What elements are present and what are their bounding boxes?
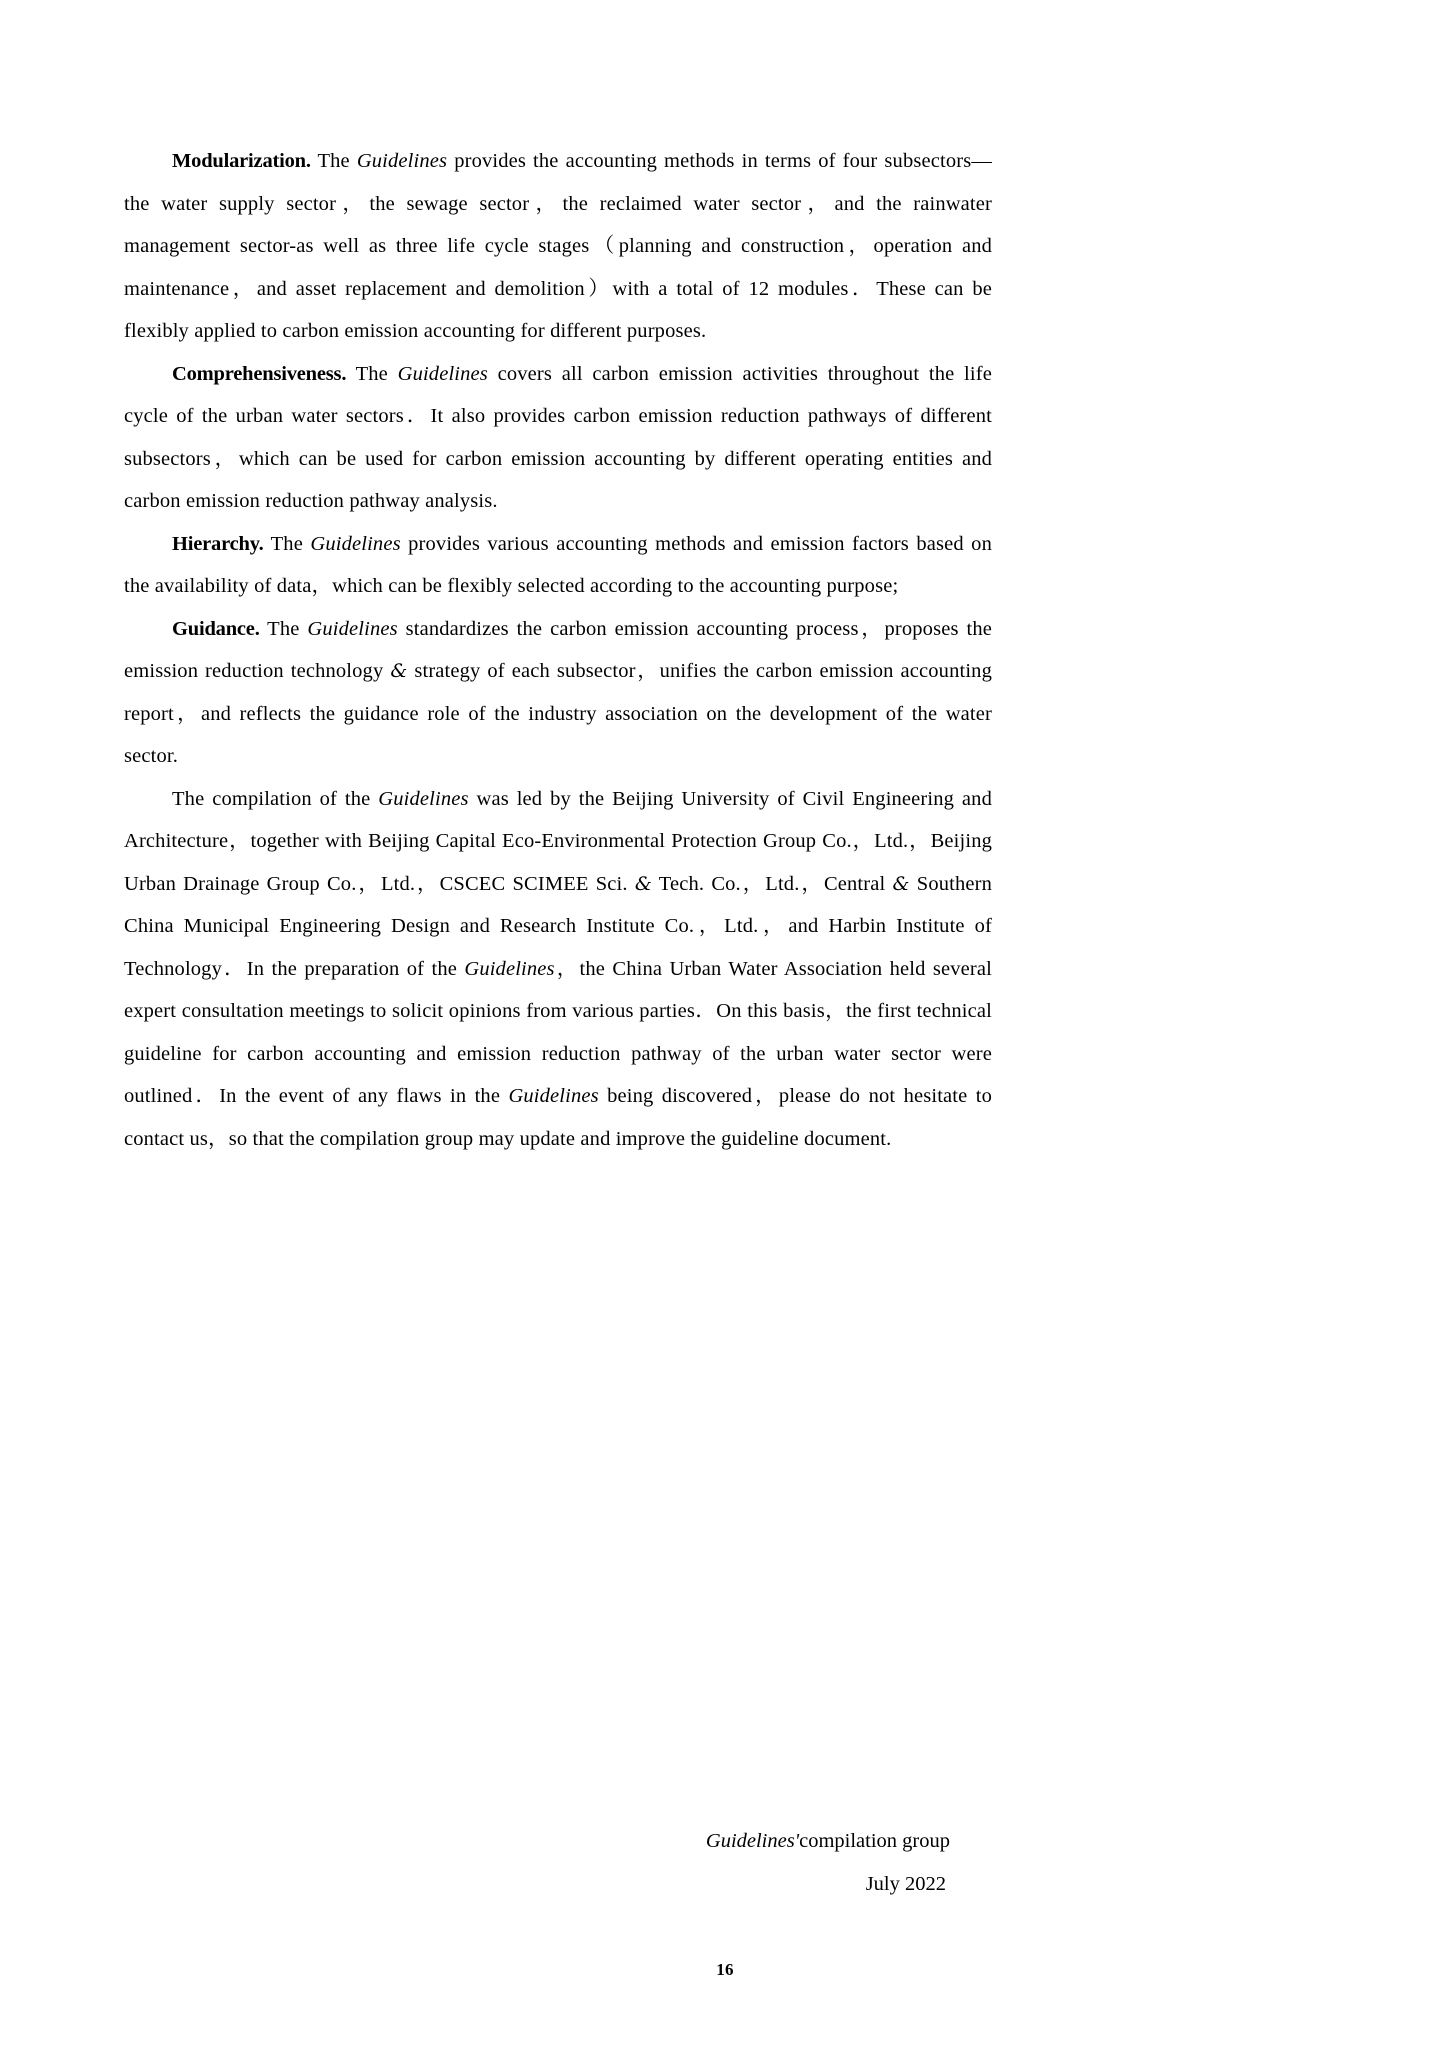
italic-guidelines-term: Guidelines (310, 532, 401, 555)
paragraph-lead-label: Hierarchy. (172, 532, 264, 555)
italic-guidelines-term: Guidelines (705, 1830, 795, 1852)
paragraph-text-segment: provides various accounting methods and emission factors based on the availability of data，which can be flexibly selected according to the accounting purpose; (124, 532, 992, 597)
paragraph-text-segment: The (310, 150, 357, 172)
paragraph-text-segment: The (259, 617, 308, 640)
paragraph-text-segment: The (346, 362, 398, 385)
paragraph-text-segment: was led by the Beijing University of Civil Engineering and Architecture，together with Beijing Capital Eco-Environmental Protection Group Co.，Ltd.，Beijing Urban Drainage Group Co.，Ltd.，CSCEC SCIMEE Sci. (124, 787, 992, 895)
signature-attribution (124, 1820, 992, 1863)
page-body-text (124, 140, 992, 1160)
paragraph-text-segment: Tech. Co.，Ltd.，Central (651, 872, 893, 895)
paragraph-lead-label: Comprehensiveness. (172, 362, 347, 385)
italic-guidelines-term: Guidelines (508, 1085, 599, 1107)
ampersand-glyph: & (390, 660, 408, 682)
italic-guidelines-term: Guidelines (356, 150, 448, 172)
page-number-folio: 16 (716, 1960, 734, 1979)
signature-block (124, 1820, 992, 1905)
signature-group-text: compilation group (799, 1830, 950, 1852)
paragraph-text-segment: Southern China Municipal Engineering Design and Research Institute Co.，Ltd.，and Harbin Institute of Technology．In the preparation of the (124, 872, 993, 980)
signature-date: July 2022 (865, 1872, 946, 1895)
paragraph-guidance (124, 608, 992, 778)
paragraph-compilation-credits (124, 778, 992, 1161)
italic-guidelines-term: Guidelines (307, 617, 398, 640)
paragraph-lead-label: Guidance. (172, 617, 260, 640)
paragraph-text-segment: provides the accounting methods in terms of four subsectors—the water supply sector，the sewage sector，the reclaimed water sector，and the rainwater management sector-as well as three life cycle stages（planning and construction，operation and maintenance，and asset replacement and demolition）with a total of 12 modules．These can be flexibly applied to carbon emission accounting for different purposes. (124, 150, 992, 342)
ampersand-glyph: & (892, 872, 910, 895)
italic-guidelines-term: Guidelines (378, 787, 469, 810)
paragraph-modularization (124, 140, 992, 353)
paragraph-text-segment: The (263, 532, 311, 555)
paragraph-text-segment: The compilation of the (172, 787, 379, 810)
paragraph-comprehensiveness (124, 353, 992, 523)
paragraph-text-segment: standardizes the carbon emission accounting process，proposes the emission reduction technology (124, 617, 992, 682)
italic-guidelines-term: Guidelines (397, 362, 488, 385)
paragraph-text-segment: being discovered，please do not hesitate to contact us，so that the compilation group may update and improve the guideline document. (124, 1085, 992, 1150)
paragraph-lead-label: Modularization. (172, 150, 311, 172)
ampersand-glyph: & (634, 872, 652, 895)
paragraph-text-segment: strategy of each subsector，unifies the carbon emission accounting report，and reflects the guidance role of the industry association on the development of the water sector. (124, 660, 992, 767)
apostrophe-glyph: ' (794, 1830, 800, 1852)
paragraph-text-segment: covers all carbon emission activities throughout the life cycle of the urban water sectors．It also provides carbon emission reduction pathways of different subsectors，which can be used for carbon emission accounting by different operating entities and carbon emission reduction pathway analysis. (124, 362, 992, 512)
paragraph-hierarchy (124, 523, 992, 608)
italic-guidelines-term: Guidelines (464, 957, 555, 980)
paragraph-text-segment: ，the China Urban Water Association held several expert consultation meetings to solicit opinions from various parties．On this basis，the first technical guideline for carbon accounting and emission reduction pathway of the urban water sector were outlined．In the event of any flaws in the (124, 957, 992, 1107)
